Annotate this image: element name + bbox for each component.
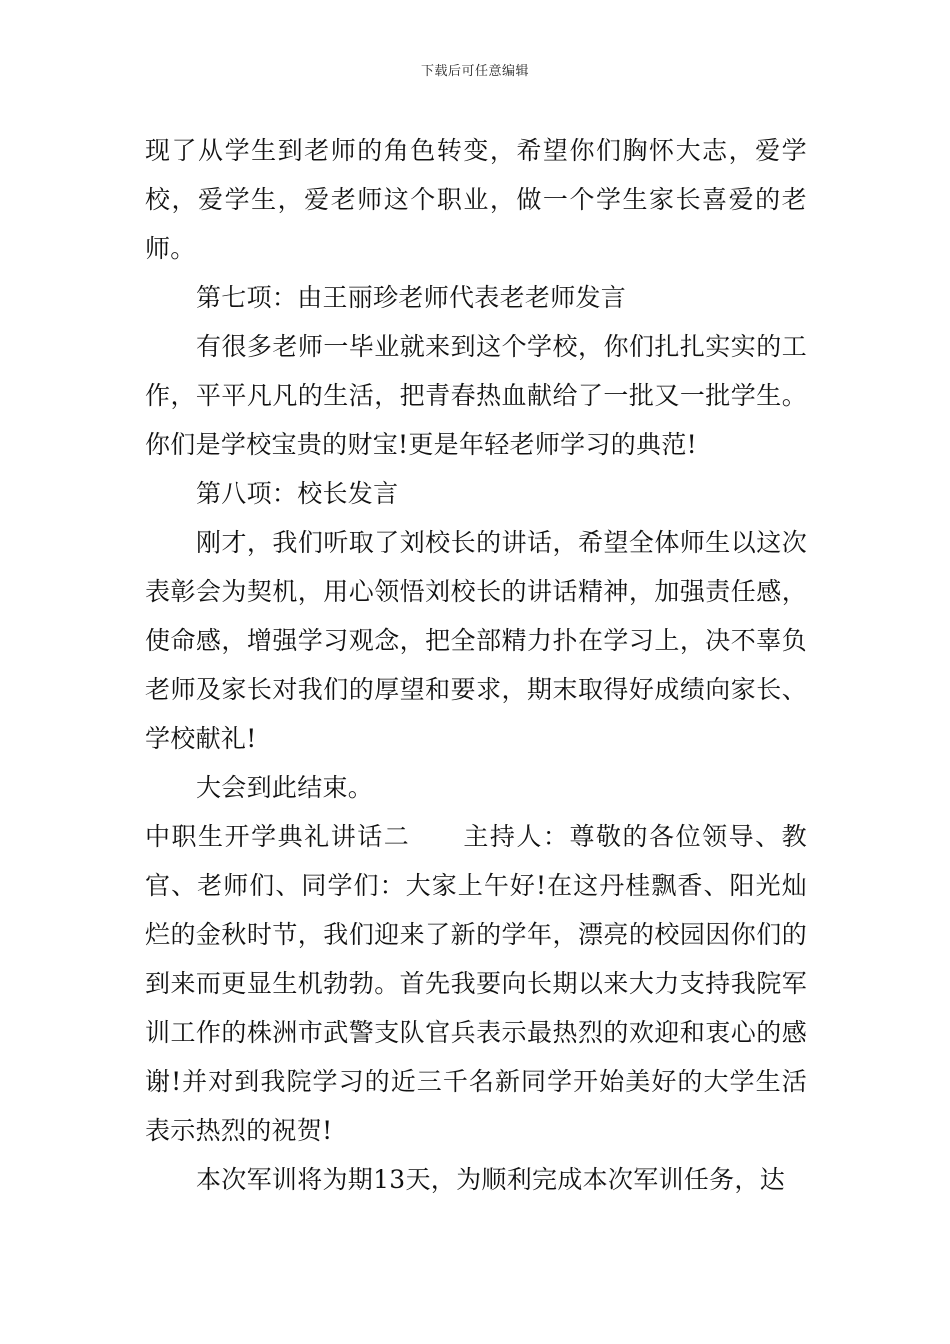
paragraph-item-seven-heading: 第七项：由王丽珍老师代表老老师发言 [196,283,627,312]
paragraph-meeting-end: 大会到此结束。 [196,773,374,802]
paragraph-continuation: 现了从学生到老师的角色转变，希望你们胸怀大志，爱学校，爱学生，爱老师这个职业，做一个学生家长喜爱的老师。 [145,136,807,263]
paragraph-item-eight-heading: 第八项：校长发言 [196,479,399,508]
paragraph-military-training: 本次军训将为期13天，为顺利完成本次军训任务，达 [196,1165,786,1194]
page-header-note: 下载后可任意编辑 [420,64,529,79]
paragraph-speech-two: 中职生开学典礼讲话二 主持人：尊敬的各位领导、教官、老师们、同学们：大家上午好!在这丹桂飘香、阳光灿烂的金秋时节，我们迎来了新的学年，漂亮的校园因你们的到来而更显生机勃勃。首先我要向长期以来大力支持我院军训工作的株洲市武警支队官兵表示最热烈的欢迎和衷心的感谢!并对到我院学习的近三千名新同学开始美好的大学生活表示热烈的祝贺! [145,822,807,1145]
paragraph-principal-speech: 刚才，我们听取了刘校长的讲话，希望全体师生以这次表彰会为契机，用心领悟刘校长的讲话精神，加强责任感，使命感，增强学习观念，把全部精力扑在学习上，决不辜负老师及家长对我们的厚望和要求，期末取得好成绩向家长、学校献礼! [145,528,807,753]
paragraph-old-teachers: 有很多老师一毕业就来到这个学校，你们扎扎实实的工作，平平凡凡的生活，把青春热血献给了一批又一批学生。你们是学校宝贵的财宝!更是年轻老师学习的典范! [145,332,807,459]
document-body [145,126,807,1204]
